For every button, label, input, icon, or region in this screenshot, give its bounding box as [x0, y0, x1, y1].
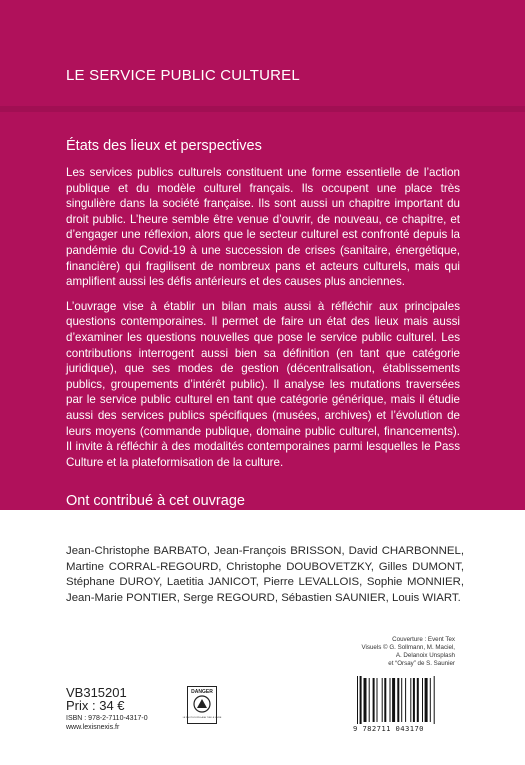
barcode — [353, 676, 463, 724]
barcode-bar — [405, 678, 406, 722]
contributors-list: Jean-Christophe BARBATO, Jean-François BRISSON, David CHARBONNEL, Martine CORRAL-REGOURD, Christophe DOUBOVETZKY, Gilles DUMONT, Stéphane DUROY, Laetitia JANICOT, Pierre LEVALLOIS, Sophie MONNIER, Jean-Marie PONTIER, Serge REGOURD, Sébastien SAUNIER, Louis WIART. — [66, 545, 464, 604]
barcode-bar — [364, 678, 367, 722]
danger-photocopillage-icon — [182, 686, 222, 724]
credit-line: Visuels © G. Sollmann, M. Maciel, — [361, 644, 455, 651]
barcode-bar — [422, 678, 423, 722]
credit-line: A. Delanoix Unsplash — [395, 652, 455, 659]
barcode-bar — [390, 678, 391, 722]
barcode-bar — [369, 678, 370, 722]
barcode-bar — [360, 676, 362, 724]
barcode-bar — [401, 678, 402, 722]
barcode-bar — [357, 676, 358, 724]
barcode-bar — [425, 678, 428, 722]
barcode-bar — [382, 678, 383, 722]
divider-rule — [0, 106, 525, 112]
barcode-number: 9 782711 043170 — [353, 724, 424, 733]
barcode-bar — [413, 678, 415, 722]
barcode-icon — [353, 676, 463, 724]
danger-logo-top: DANGER — [191, 689, 213, 695]
summary-paragraph-2: L’ouvrage vise à établir un bilan mais aussi à réfléchir aux principales questions contemporaines. Il permet de faire un état des lieux mais aussi d’examiner les questions nouvelles que pose le service public culturel. Les contributions interrogent aussi bien sa définition (en tant que catégorie juridique), que ses modes de gestion (décentralisation, établissements publics, groupements d’intérêt public). Il analyse les mutations traversées par le service public culturel en tant que catégorie générique, mais il étudie aussi des services publics spécifiques (musées, archives) et l’évolution de leurs moyens (commande publique, domaine public culturel, financements). Il invite à réfléchir à des modalités contemporaines parmi lesquelles le Pass Culture et la plateformisation de la culture. — [66, 299, 460, 469]
barcode-bar — [384, 678, 386, 722]
credit-line: et “Orsay” de S. Saunier — [388, 660, 455, 667]
barcode-bar — [417, 678, 419, 722]
isbn: ISBN : 978-2-7110-4317-0 — [66, 715, 148, 722]
back-cover-summary — [66, 165, 460, 479]
subtitle: États des lieux et perspectives — [66, 138, 262, 154]
danger-logo-bottom: LE PHOTOCOPILLAGE TUE LE LIVRE — [182, 717, 222, 719]
price: Prix : 34 € — [66, 698, 125, 713]
barcode-bar — [410, 678, 411, 722]
barcode-bar — [392, 678, 395, 722]
product-reference: VB315201 — [66, 685, 127, 700]
barcode-bar — [430, 678, 431, 722]
barcode-bar — [377, 678, 378, 722]
publisher-website: www.lexisnexis.fr — [66, 724, 120, 731]
barcode-bar — [434, 676, 435, 724]
summary-paragraph-1: Les services publics culturels constituent une forme essentielle de l’action publique et du modèle culturel français. Ils occupent une place très singulière dans la société française. Ils sont aussi un chapitre important du droit public. L’heure semble être venue d’ouvrir, de nouveau, ce chapitre, et d’engager une réflexion, alors que le secteur culturel est confronté depuis la pandémie du Covid-19 à une succession de crises (sanitaire, énergétique, financière) qui fragilisent de nombreux pans et acteurs culturels, mais qui amplifient aussi les défis antérieurs et des causes plus anciennes. — [66, 166, 460, 289]
series-title: LE SERVICE PUBLIC CULTUREL — [66, 67, 300, 84]
contributors-heading: Ont contribué à cet ouvrage — [66, 493, 245, 509]
cover-credits — [320, 636, 455, 668]
barcode-bar — [397, 678, 399, 722]
barcode-bar — [373, 678, 375, 722]
credit-line: Couverture : Event Tex — [392, 636, 455, 643]
